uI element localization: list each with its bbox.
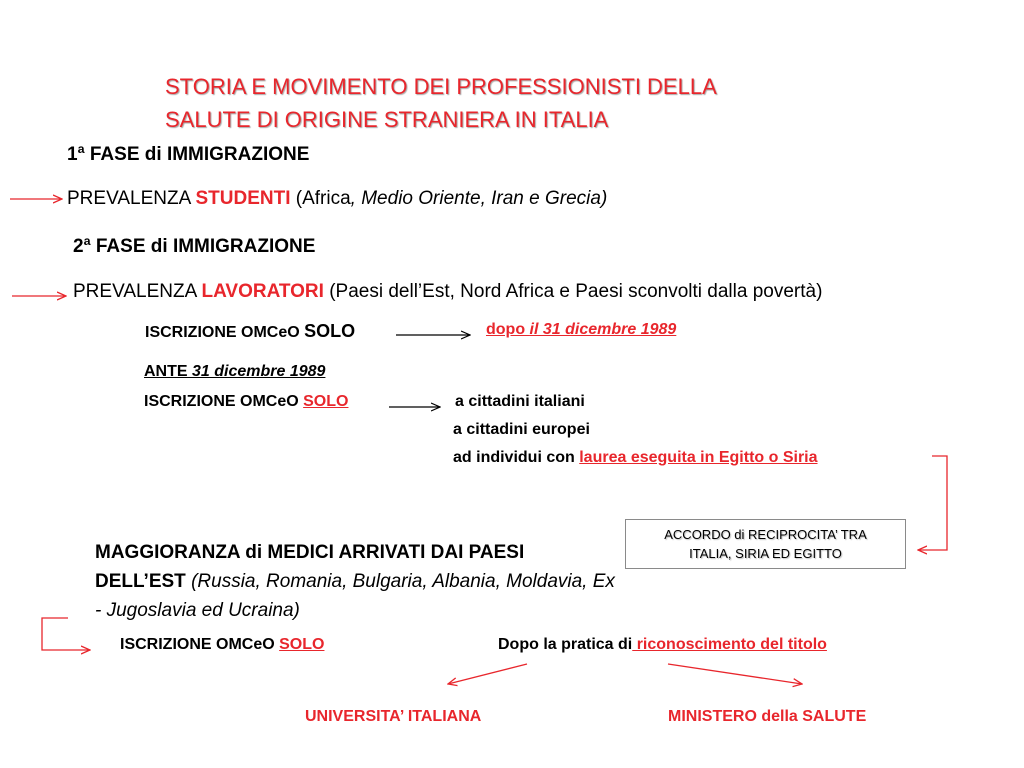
accordo-line-1: ACCORDO di RECIPROCITA’ TRA (664, 527, 867, 542)
maggioranza-to-iscr2-arrow (42, 618, 90, 650)
accordo-line-2: ITALIA, SIRIA ED EGITTO (689, 546, 842, 561)
ante-iscr-label: ISCRIZIONE OMCeO (144, 393, 304, 410)
title-line-2: SALUTE DI ORIGINE STRANIERA IN ITALIA (165, 107, 609, 132)
iscr1-label: ISCRIZIONE OMCeO (145, 324, 305, 341)
phase2-highlight: LAVORATORI (201, 281, 324, 302)
to-universita-arrow (448, 664, 527, 684)
maggioranza-bold: MAGGIORANZA di MEDICI ARRIVATI DAI PAESI DELL’EST (95, 542, 525, 592)
phase1-heading: 1ª FASE di IMMIGRAZIONE (67, 144, 310, 165)
ante-item-3-prefix: ad individui con (453, 449, 580, 466)
iscr1-result-b: il 31 dicembre 1989 (529, 321, 677, 338)
phase2-rest: (Paesi dell’Est, Nord Africa e Paesi sconvolti dalla povertà) (323, 281, 823, 302)
ante-date: 31 dicembre 1989 (192, 363, 326, 380)
iscr1-solo: SOLO (304, 321, 356, 341)
pratica-prefix: Dopo la pratica di (498, 636, 633, 653)
phase1-paren-open: (Africa (290, 188, 351, 209)
ante-label: ANTE (144, 363, 192, 380)
laurea-to-accordo-arrow (918, 456, 947, 550)
target-universita: UNIVERSITA’ ITALIANA (305, 708, 482, 725)
iscr2-solo: SOLO (279, 636, 325, 653)
phase2-heading: 2ª FASE di IMMIGRAZIONE (73, 236, 316, 257)
iscr1-result-a: dopo (486, 321, 530, 338)
target-ministero: MINISTERO della SALUTE (668, 708, 867, 725)
phase1-prefix: PREVALENZA (67, 188, 196, 209)
phase1-highlight: STUDENTI (195, 188, 291, 209)
phase2-prefix: PREVALENZA (73, 281, 202, 302)
ante-solo: SOLO (303, 393, 349, 410)
phase1-paren-rest: , Medio Oriente, Iran e Grecia) (350, 188, 608, 209)
iscr2-label: ISCRIZIONE OMCeO (120, 636, 280, 653)
title-line-1: STORIA E MOVIMENTO DEI PROFESSIONISTI DELLA (165, 74, 717, 99)
ante-item-3-red: laurea eseguita in Egitto o Siria (579, 449, 818, 466)
maggioranza-italic: (Russia, Romania, Bulgaria, Albania, Moldavia, Ex - Jugoslavia ed Ucraina) (95, 571, 615, 621)
ante-item-1: a cittadini italiani (455, 393, 585, 410)
to-ministero-arrow (668, 664, 802, 684)
ante-item-2: a cittadini europei (453, 421, 590, 438)
pratica-red: riconoscimento del titolo (632, 636, 827, 653)
